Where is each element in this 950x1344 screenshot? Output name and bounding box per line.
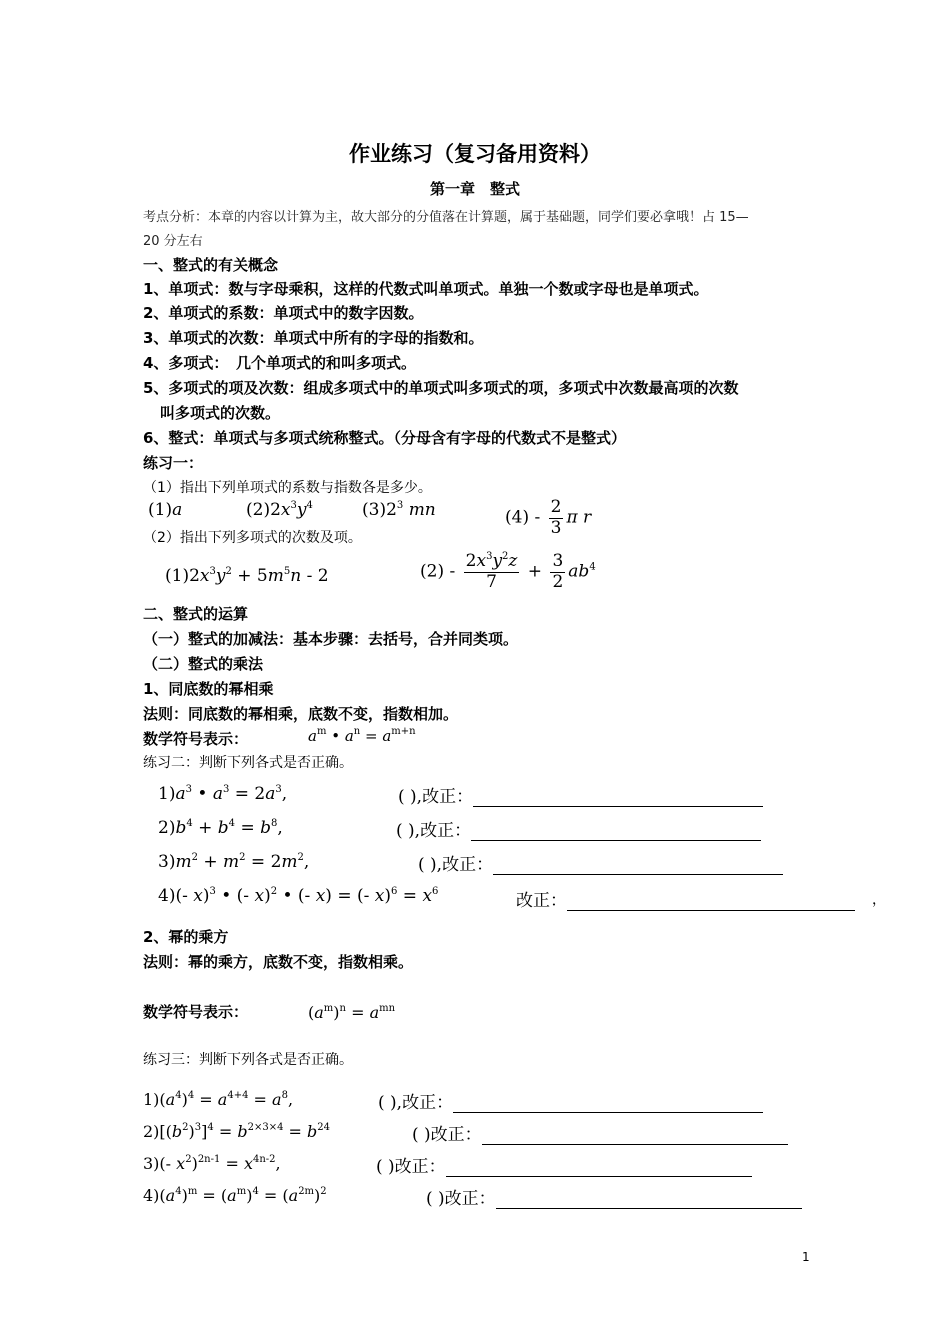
correct-label: 改正： xyxy=(394,1157,446,1177)
math-ex3-3: 3)(- $x^2)^{2n-1} = x^{4n-2}$, xyxy=(143,1154,281,1173)
exercise-1-q2: （2）指出下列多项式的次数及项。 xyxy=(143,530,362,546)
symbol-label-1: 数学符号表示： xyxy=(143,730,249,748)
chapter-title: 第一章 整式 xyxy=(429,180,520,198)
section-1-heading: 一、整式的有关概念 xyxy=(143,256,279,274)
correct-label: 改正： xyxy=(422,787,474,807)
exercise-1-label: 练习一： xyxy=(143,454,204,472)
exercise-1-q1: （1）指出下列单项式的系数与指数各是多少。 xyxy=(143,480,432,496)
ex2-2-answer: ( ),改正： xyxy=(396,816,761,841)
ex3-1-answer: ( ),改正： xyxy=(378,1088,763,1113)
rule-1-statement: 法则：同底数的幂相乘，底数不变，指数相加。 xyxy=(143,705,459,723)
correct-label: 改正： xyxy=(516,891,567,911)
answer-line[interactable] xyxy=(496,1192,802,1209)
math-ex2-1: $1)a^3$ • $a^3 = 2a^3$, xyxy=(158,784,288,804)
definition-4: 4、多项式： 几个单项式的和叫多项式。 xyxy=(143,354,416,372)
answer-line[interactable] xyxy=(453,1096,763,1113)
correct-label: 改正： xyxy=(420,821,472,841)
math-ex1-2: $(2)2x^3y^4$ xyxy=(246,500,313,520)
definition-1: 1、单项式：数与字母乘积，这样的代数式叫单项式。单独一个数或字母也是单项式。 xyxy=(143,280,709,298)
ex3-4-answer: ( )改正： xyxy=(426,1184,802,1209)
analysis-line-2: 20 分左右 xyxy=(143,234,203,249)
math-ex1-poly-1: $(1)2x^3y^2 + 5m^5n - 2$ xyxy=(165,566,329,586)
page-title: 作业练习（复习备用资料） xyxy=(349,142,601,166)
answer-line[interactable] xyxy=(493,858,783,875)
math-ex1-poly-2: (2) - $\frac{2x^3y^2z}{7}$ + $\frac{3}{2}$ $ab^4$ xyxy=(420,551,596,592)
math-rule-1: $a^m$ • $a^n = a^{m+n}$ xyxy=(308,726,416,745)
answer-line[interactable] xyxy=(446,1160,752,1177)
ex3-3-answer: ( )改正： xyxy=(376,1152,752,1177)
addition-rule: （一）整式的加减法：基本步骤：去括号，合并同类项。 xyxy=(143,630,519,648)
page-number: 1 xyxy=(802,1250,810,1264)
rule-2-statement: 法则：幂的乘方，底数不变，指数相乘。 xyxy=(143,953,414,971)
answer-line[interactable] xyxy=(471,824,761,841)
math-ex2-2: $2)b^4 + b^4 = b^8$, xyxy=(158,818,283,838)
math-ex2-3: $3)m^2 + m^2 = 2m^2$, xyxy=(158,852,310,872)
rule-1-title: 1、同底数的幂相乘 xyxy=(143,680,274,698)
section-2-heading: 二、整式的运算 xyxy=(143,605,249,623)
exercise-3-label: 练习三：判断下列各式是否正确。 xyxy=(143,1052,353,1068)
correct-label: 改正： xyxy=(444,1189,496,1209)
definition-5-cont: 叫多项式的次数。 xyxy=(160,404,281,422)
math-ex3-1: $1)(a^4)^4 = a^{4+4} = a^8$, xyxy=(143,1090,294,1109)
trailing-comma: ， xyxy=(872,892,886,908)
math-ex1-4: (4) - $\frac{2}{3}$ π r xyxy=(505,497,592,538)
definition-2: 2、单项式的系数：单项式中的数字因数。 xyxy=(143,304,424,322)
definition-6: 6、整式：单项式与多项式统称整式。（分母含有字母的代数式不是整式） xyxy=(143,429,626,447)
correct-label: 改正： xyxy=(402,1093,454,1113)
ex2-1-answer: ( ),改正： xyxy=(398,782,763,807)
rule-2-title: 2、幂的乘方 xyxy=(143,928,229,946)
symbol-label-2: 数学符号表示： xyxy=(143,1003,249,1021)
definition-3: 3、单项式的次数：单项式中所有的字母的指数和。 xyxy=(143,329,484,347)
definition-5: 5、多项式的项及次数：组成多项式中的单项式叫多项式的项，多项式中次数最高项的次数 xyxy=(143,379,739,397)
answer-line[interactable] xyxy=(567,894,855,911)
exercise-2-label: 练习二：判断下列各式是否正确。 xyxy=(143,755,353,771)
math-ex3-4: $4)(a^4)^m = (a^m)^4 = (a^{2m})^2$ xyxy=(143,1186,327,1205)
math-ex2-4: 4)(- x)$^3$ • (- x)$^2$ • (- x) = (- $x)^6 = x^6$ xyxy=(158,886,439,906)
multiplication-heading: （二）整式的乘法 xyxy=(143,655,264,673)
analysis-line-1: 考点分析：本章的内容以计算为主，故大部分的分值落在计算题，属于基础题，同学们要必拿哦！占 15— xyxy=(143,210,749,225)
math-ex1-1: (1)a xyxy=(148,500,183,520)
correct-label: 改正： xyxy=(430,1125,482,1145)
ex3-2-answer: ( )改正： xyxy=(412,1120,788,1145)
math-ex3-2: $2)[(b^2)^3]^4 = b^{2\times 3\times 4} = b^{24}$ xyxy=(143,1122,331,1141)
ex2-3-answer: ( ),改正： xyxy=(418,850,783,875)
math-ex1-3: $(3)2^3$ mn xyxy=(362,500,436,520)
answer-line[interactable] xyxy=(482,1128,788,1145)
answer-line[interactable] xyxy=(473,790,763,807)
correct-label: 改正： xyxy=(442,855,494,875)
ex2-4-answer xyxy=(516,886,855,911)
math-rule-2: $(a^m)^n = a^{mn}$ xyxy=(308,1003,396,1022)
